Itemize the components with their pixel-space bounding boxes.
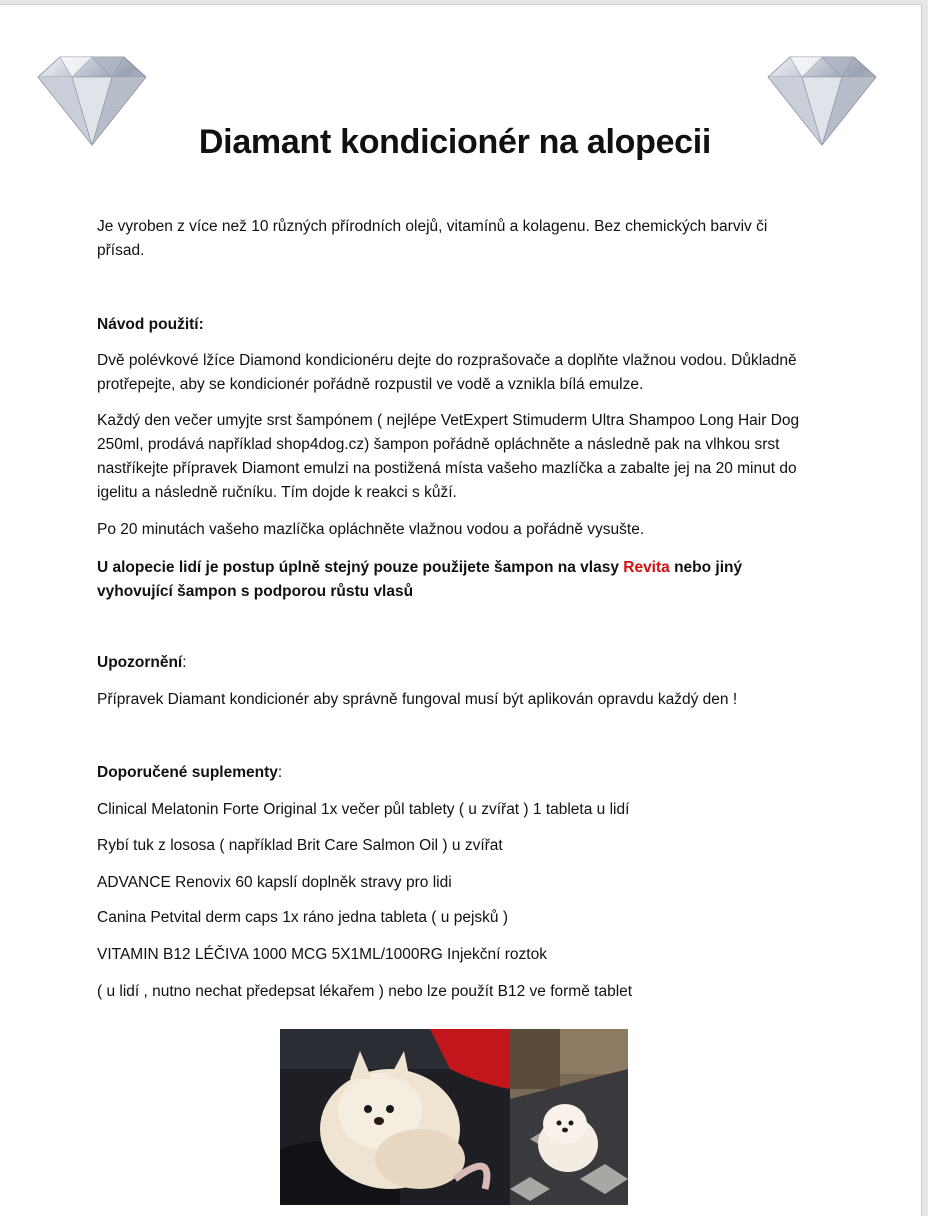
page-title: Diamant kondicionér na alopecii xyxy=(198,123,712,161)
revita-brand: Revita xyxy=(623,559,670,576)
supplement-item: Canina Petvital derm caps 1x ráno jedna tableta ( u pejsků ) xyxy=(97,909,508,926)
usage-paragraph-3: Po 20 minutách vašeho mazlíčka opláchněte vlažnou vodou a pořádně vysušte. xyxy=(97,521,645,538)
supplement-item: VITAMIN B12 LÉČIVA 1000 MCG 5X1ML/1000RG Injekční roztok xyxy=(97,946,547,963)
warning-heading-colon: : xyxy=(182,654,187,671)
supplement-item: Clinical Melatonin Forte Original 1x večer půl tablety ( u zvířat ) 1 tableta u lidí xyxy=(97,801,630,818)
supplement-item: ( u lidí , nutno nechat předepsat lékařem ) nebo lze použít B12 ve formě tablet xyxy=(97,983,633,1000)
supplement-item: ADVANCE Renovix 60 kapslí doplněk stravy pro lidi xyxy=(97,874,452,891)
supplements-heading-label: Doporučené suplementy xyxy=(97,764,278,781)
warning-text: Přípravek Diamant kondicionér aby správně fungoval musí být aplikován opravdu každý den ! xyxy=(97,691,738,708)
warning-heading xyxy=(97,651,817,675)
usage-paragraph-2: Každý den večer umyjte srst šampónem ( nejlépe VetExpert Stimuderm Ultra Shampoo Long Hair Dog 250ml, prodává například shop4dog.cz) šampon pořádně opláchněte a následně pak na vlhkou srst nastříkejte přípravek Diamont emulzi na postižená místa vašeho mazlíčka a zabalte jej na 20 minut do igelitu a následně ručníku. Tím dojde k reakci s kůží. xyxy=(97,412,800,501)
intro-paragraph: Je vyroben z více než 10 různých přírodních olejů, vitamínů a kolagenu. Bez chemických barviv či přísad. xyxy=(97,218,768,259)
supplements-heading xyxy=(97,761,817,785)
human-alopecia-note xyxy=(97,556,817,604)
dog-photo-carpet xyxy=(510,1029,628,1205)
warning-heading-label: Upozornění xyxy=(97,654,183,671)
usage-heading: Návod použití: xyxy=(97,316,204,333)
human-note-text-b: nebo jiný vyhovující šampon s podporou růstu vlasů xyxy=(97,559,743,600)
document-page xyxy=(0,4,922,1216)
dog-photos xyxy=(280,1029,628,1205)
dog-photo-sofa xyxy=(280,1029,510,1205)
usage-paragraph-1: Dvě polévkové lžíce Diamond kondicionéru dejte do rozprašovače a doplňte vlažnou vodou. Důkladně protřepejte, aby se kondicionér pořádně rozpustil ve vodě a vznikla bílá emulze. xyxy=(97,352,797,393)
supplements-heading-colon: : xyxy=(277,764,283,781)
human-note-text-a: U alopecie lidí je postup úplně stejný pouze použijete šampon na vlasy xyxy=(97,559,624,576)
supplement-item: Rybí tuk z lososa ( například Brit Care Salmon Oil ) u zvířat xyxy=(97,837,503,854)
